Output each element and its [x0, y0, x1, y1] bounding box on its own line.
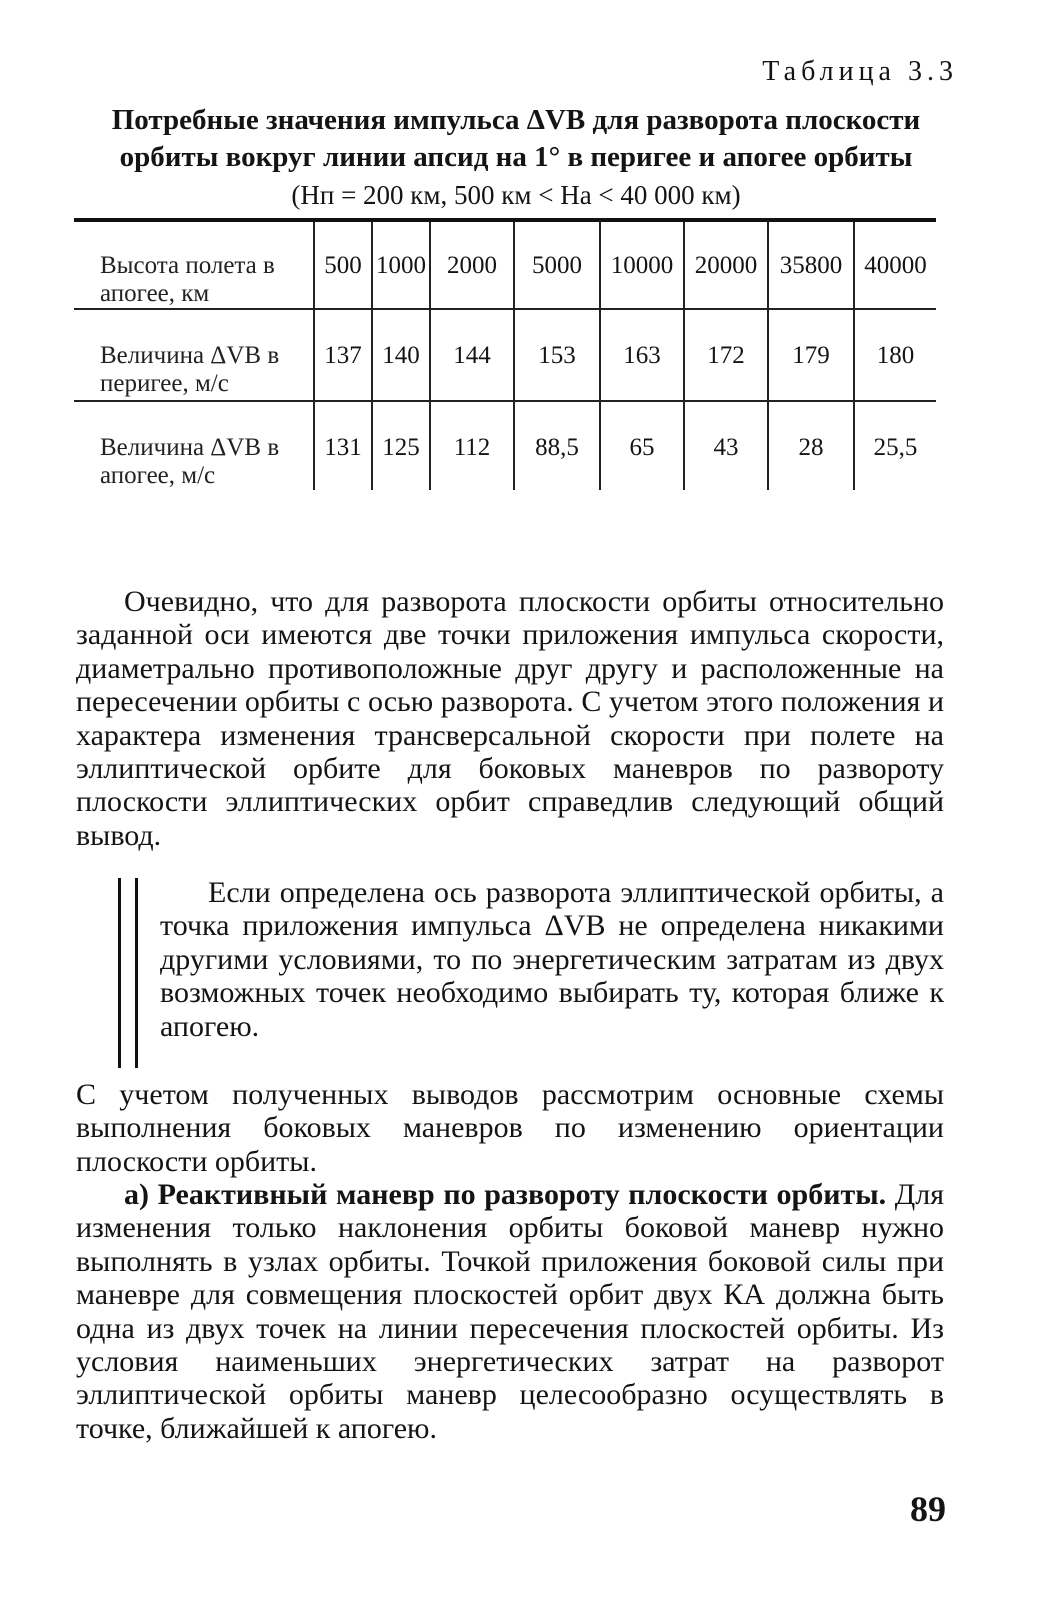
table-cell: 500: [314, 220, 372, 309]
section-text: Для изменения только наклонения орбиты боковой маневр нужно выполнять в узлах орбиты. Точкой приложения боковой силы при маневре для совмещения плоскостей орбит двух КА должна быть одна из двух точек на линии пересечения плоскостей орбиты. Из условия наименьших энергетических затрат на разворот эллиптической орбиты маневр целесообразно осуществлять в точке, ближайшей к апогею.: [76, 1178, 944, 1445]
table-cell: 131: [314, 401, 372, 490]
table-row-dv-perigee: [74, 309, 936, 401]
table-cell: 2000: [430, 220, 514, 309]
row-header: Высота полета в апогее, км: [74, 220, 314, 309]
table-cell: 10000: [600, 220, 684, 309]
table-row-apogee-height: [74, 220, 936, 309]
table-caption: Потребные значения импульса ΔVB для разворота плоскости орбиты вокруг линии апсид на 1° в перигее и апогее орбиты: [111, 104, 921, 173]
table-cell: 88,5: [514, 401, 600, 490]
table-cell: 35800: [768, 220, 854, 309]
table-cell: 25,5: [854, 401, 936, 490]
row-header: Величина ΔVB в апогее, м/с: [74, 401, 314, 490]
section-paragraph: [76, 1178, 944, 1445]
table-cell: 125: [372, 401, 430, 490]
page-number: 89: [910, 1489, 946, 1529]
dv-table: [74, 218, 936, 490]
row-header: Величина ΔVB в перигее, м/с: [74, 309, 314, 401]
table-cell: 40000: [854, 220, 936, 309]
table-cell: 140: [372, 309, 430, 401]
table-cell: 137: [314, 309, 372, 401]
table-cell: 20000: [684, 220, 768, 309]
table-cell: 65: [600, 401, 684, 490]
table-cell: 1000: [372, 220, 430, 309]
table-cell: 112: [430, 401, 514, 490]
table-caption-conditions: (Hп = 200 км, 500 км < Hа < 40 000 км): [291, 180, 741, 210]
table-cell: 43: [684, 401, 768, 490]
paragraph: Очевидно, что для разворота плоскости орбиты относительно заданной оси имеются две точки приложения импульса скорости, диаметрально противоположные друг другу и расположенные на пересечении орбиты с осью разворота. С учетом этого положения и характера изменения трансверсальной скорости при полете на эллиптической орбите для боковых маневров по развороту плоскости эллиптических орбит справедлив следующий общий вывод.: [76, 585, 944, 852]
table-cell: 144: [430, 309, 514, 401]
table-number: Таблица 3.3: [762, 56, 958, 87]
table-cell: 163: [600, 309, 684, 401]
section-heading: а) Реактивный маневр по развороту плоскости орбиты.: [124, 1178, 887, 1211]
margin-double-rule: [118, 878, 138, 1068]
table-row-dv-apogee: [74, 401, 936, 490]
table-cell: 153: [514, 309, 600, 401]
table-cell: 172: [684, 309, 768, 401]
table-cell: 5000: [514, 220, 600, 309]
paragraph: С учетом полученных выводов рассмотрим основные схемы выполнения боковых маневров по изменению ориентации плоскости орбиты.: [76, 1078, 944, 1178]
table-cell: 179: [768, 309, 854, 401]
table-cell: 180: [854, 309, 936, 401]
highlighted-conclusion: Если определена ось разворота эллиптической орбиты, а точка приложения импульса ΔVB не определена никакими другими условиями, то по энергетическим затратам из двух возможных точек необходимо выбирать ту, которая ближе к апогею.: [160, 876, 944, 1043]
table-cell: 28: [768, 401, 854, 490]
